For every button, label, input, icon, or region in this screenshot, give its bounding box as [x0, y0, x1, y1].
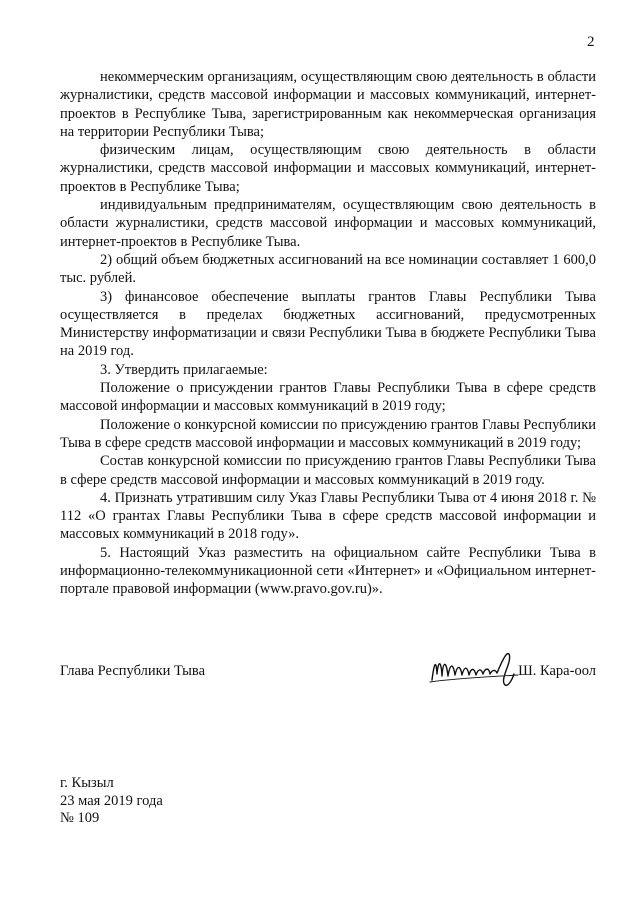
paragraph-approve: 3. Утвердить прилагаемые:	[100, 361, 268, 378]
document-body	[60, 68, 596, 599]
paragraph-budget-total: 2) общий объем бюджетных ассигнований на все номинации составляет 1 600,0 тыс. рублей.	[60, 251, 596, 287]
document-footer	[60, 775, 163, 828]
paragraph-nko: некоммерческим организациям, осуществляющим свою деятельность в области журналистики, средств массовой информации и массовых коммуникаций, интернет-проектов в Республике Тыва, зарегистрированным как некоммерческая организация на территории Республики Тыва;	[60, 69, 596, 140]
signer-name: Ш. Кара-оол	[518, 663, 596, 679]
paragraph-individuals: физическим лицам, осуществляющим свою деятельность в области журналистики, средств массовой информации и массовых коммуникаций, интернет-проектов в Республике Тыва;	[60, 142, 596, 195]
signer-title: Глава Республики Тыва	[60, 663, 206, 679]
date: 23 мая 2019 года	[60, 792, 163, 809]
city: г. Кызыл	[60, 775, 114, 791]
paragraph-regulation-grants: Положение о присуждении грантов Главы Республики Тыва в сфере средств массовой информации и массовых коммуникаций в 2019 году;	[60, 380, 596, 415]
paragraph-publication: 5. Настоящий Указ разместить на официальном сайте Республики Тыва в информационно-телекоммуникационной сети «Интернет» и «Официальном интернет-портале правовой информации (www.pravo.gov.ru)».	[60, 544, 596, 598]
decree-number: № 109	[60, 810, 100, 826]
paragraph-entrepreneurs: индивидуальным предпринимателям, осуществляющим свою деятельность в области журналистики, средств массовой информации и массовых коммуникаций, интернет-проектов в Республике Тыва.	[60, 197, 596, 250]
page-number: 2	[587, 34, 595, 50]
paragraph-commission-composition: Состав конкурсной комиссии по присуждению грантов Главы Республики Тыва в сфере средств массовой информации и массовых коммуникаций в 2019 году.	[60, 453, 596, 488]
paragraph-financing: 3) финансовое обеспечение выплаты грантов Главы Республики Тыва осуществляется в пределах бюджетных ассигнований, предусмотренных Министерству информатизации и связи Республики Тыва в бюджете Республики Тыва на 2019 год.	[60, 288, 596, 360]
paragraph-repeal: 4. Признать утратившим силу Указ Главы Республики Тыва от 4 июня 2018 г. № 112 «О грантах Главы Республики Тыва в сфере средств массовой информации и массовых коммуникаций в 2018 году».	[60, 489, 596, 543]
signature-block	[60, 650, 596, 690]
paragraph-regulation-commission: Положение о конкурсной комиссии по присуждению грантов Главы Республики Тыва в сфере средств массовой информации и массовых коммуникаций в 2019 году;	[60, 416, 596, 451]
